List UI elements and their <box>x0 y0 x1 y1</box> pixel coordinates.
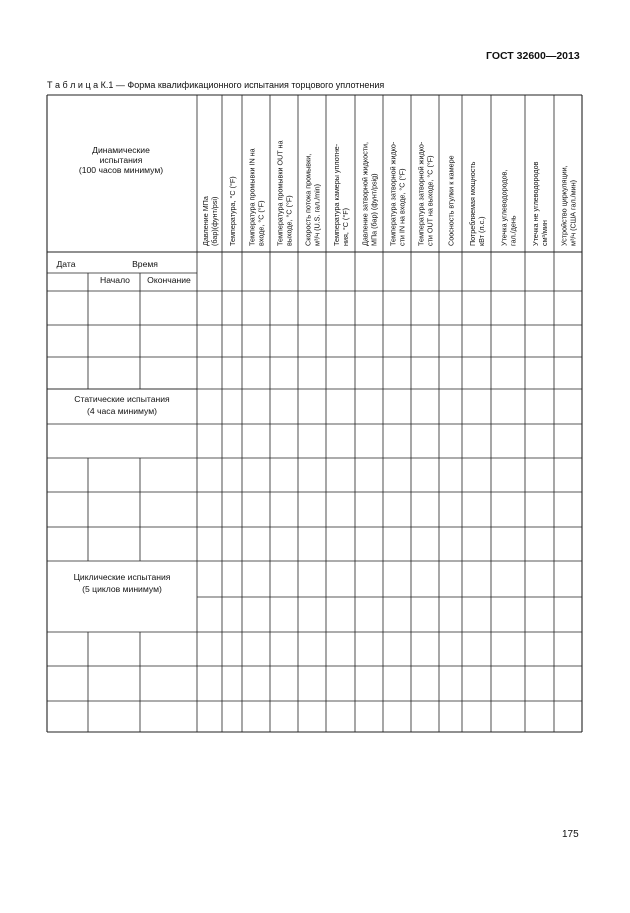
time-label: Время <box>132 259 158 269</box>
column-header-3-line-2: входе, °С (°F) <box>256 200 266 246</box>
start-label: Начало <box>100 275 130 285</box>
column-header-1-line-2: (бар)(фунт/psi) <box>210 196 219 246</box>
dynamic-tests-line3: (100 часов минимум) <box>78 165 164 175</box>
column-header-8-line-1: Температура затворной жидко- <box>388 141 398 246</box>
column-header-7-line-2: МПа (бар) (фунт/psig) <box>369 173 379 246</box>
cyclic-tests-line1: Циклические испытания <box>73 572 171 582</box>
column-header-4-line-2: выходе, °С (°F) <box>284 195 294 246</box>
column-header-6-line-2: ния, °С (°F) <box>341 208 350 246</box>
column-header-12-line-1: Утечка углеводородов, <box>499 169 509 246</box>
column-header-9-line-1: Температура затворной жидко- <box>416 141 426 246</box>
column-header-12-line-2: гал./день <box>508 215 518 246</box>
static-tests-line1: Статические испытания <box>74 394 170 404</box>
column-header-6-line-1: Температура камеры уплотне- <box>332 143 341 246</box>
column-header-4-line-1: Температура промывки OUT на <box>275 140 285 246</box>
static-tests-line2: (4 часа минимум) <box>87 406 157 416</box>
column-header-8-line-2: сти IN на входе, °С (°F) <box>397 168 407 246</box>
standard-header: ГОСТ 32600—2013 <box>486 50 580 62</box>
cyclic-tests-line2: (5 циклов минимум) <box>82 584 162 594</box>
column-header-13-line-1: Утечка не углеводородов <box>531 161 540 246</box>
column-header-11-line-2: кВт (л.с.) <box>477 216 486 246</box>
page-number: 175 <box>562 829 579 840</box>
end-label: Окончание <box>147 275 191 285</box>
column-header-5-line-2: м³/ч (U.S. гал./min) <box>312 183 322 246</box>
column-headers <box>201 140 578 246</box>
column-header-10-line-1: Соосность втулки к камере <box>446 155 456 246</box>
table-caption: Т а б л и ц а К.1 — Форма квалификационного испытания торцового уплотнения <box>47 80 385 90</box>
column-header-1-line-1: Давление МПа <box>201 196 210 246</box>
column-header-3-line-1: Температура промывки IN на <box>247 148 257 246</box>
dynamic-tests-line1: Динамические <box>92 145 150 155</box>
column-header-14-line-1: Устройство циркуляции, <box>559 165 569 246</box>
column-header-9-line-2: сти OUT на выходе, °С (°F) <box>425 155 435 246</box>
column-header-11-line-1: Потребляемая мощность <box>468 161 477 246</box>
column-header-7-line-1: Давление затворной жидкости, <box>360 142 370 246</box>
date-label: Дата <box>56 259 76 269</box>
column-header-14-line-2: м³/ч (США гал./мин) <box>568 179 578 246</box>
dynamic-tests-line2: испытания <box>99 155 143 165</box>
column-header-13-line-2: см³/мин <box>540 220 549 246</box>
column-header-2-line-1: Температура, °С (°F) <box>228 176 237 246</box>
column-header-5-line-1: Скорость потока промывки, <box>303 153 313 246</box>
